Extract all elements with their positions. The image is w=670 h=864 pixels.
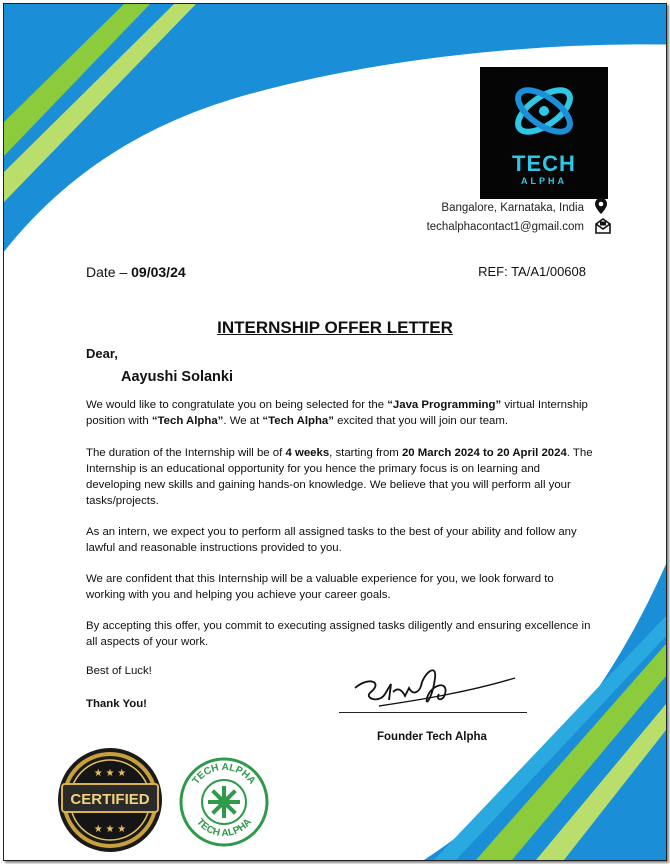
address-text: Bangalore, Karnataka, India: [441, 202, 584, 214]
logo-subname: ALPHA: [521, 176, 567, 186]
recipient-name: Aayushi Solanki: [121, 369, 234, 385]
salutation: Dear,: [86, 346, 118, 361]
location-pin-icon: [594, 197, 608, 215]
svg-text:★ ★ ★: ★ ★ ★: [93, 824, 127, 835]
closing-text: Best of Luck!: [86, 665, 152, 677]
signatory-title: Founder Tech Alpha: [377, 731, 487, 743]
seal-text-bottom: TECH ALPHA: [194, 816, 254, 840]
signature: [349, 656, 519, 716]
email-text: techalphacontact1@gmail.com: [426, 221, 584, 233]
reference-number: REF: TA/A1/00608: [478, 264, 586, 279]
offer-letter-page: [3, 3, 667, 861]
letter-date: Date – 09/03/24: [86, 264, 186, 280]
paragraph-congratulations: We would like to congratulate you on being selected for the “Java Programming” virtual Internship position with “Tech Alpha”. We at “Tech Alpha” excited that you will join our team.: [86, 399, 588, 427]
signature-line: [339, 712, 527, 713]
letter-title: INTERNSHIP OFFER LETTER: [217, 318, 453, 337]
paragraph-confidence: We are confident that this Internship will be a valuable experience for you, we look forward to working with you and helping you achieve your career goals.: [86, 573, 554, 601]
paragraph-expectations: As an intern, we expect you to perform all assigned tasks to the best of your ability and follow any lawful and reasonable instructions provided to you.: [86, 526, 577, 554]
paragraph-duration: The duration of the Internship will be of 4 weeks, starting from 20 March 2024 to 20 April 2024. The Internship is an educational opportunity for you hence the primary focus is on learning and developing new skills and gaining hands-on knowledge. We believe that you will perform all your tasks/projects.: [86, 447, 593, 507]
svg-text:★ ★ ★: ★ ★ ★: [93, 768, 127, 779]
seal-text-top: TECH ALPHA: [190, 761, 258, 787]
thanks-text: Thank You!: [86, 698, 147, 710]
certified-text: CERTIFIED: [70, 791, 150, 808]
mail-icon: [594, 217, 612, 235]
logo-name: TECH: [512, 151, 576, 176]
paragraph-acceptance: By accepting this offer, you commit to executing assigned tasks diligently and ensuring excellence in all aspects of your work.: [86, 620, 591, 648]
atom-logo-icon: [480, 71, 608, 155]
company-logo: [480, 67, 608, 199]
company-seal-icon: [178, 756, 270, 848]
certified-badge-icon: [54, 744, 166, 856]
